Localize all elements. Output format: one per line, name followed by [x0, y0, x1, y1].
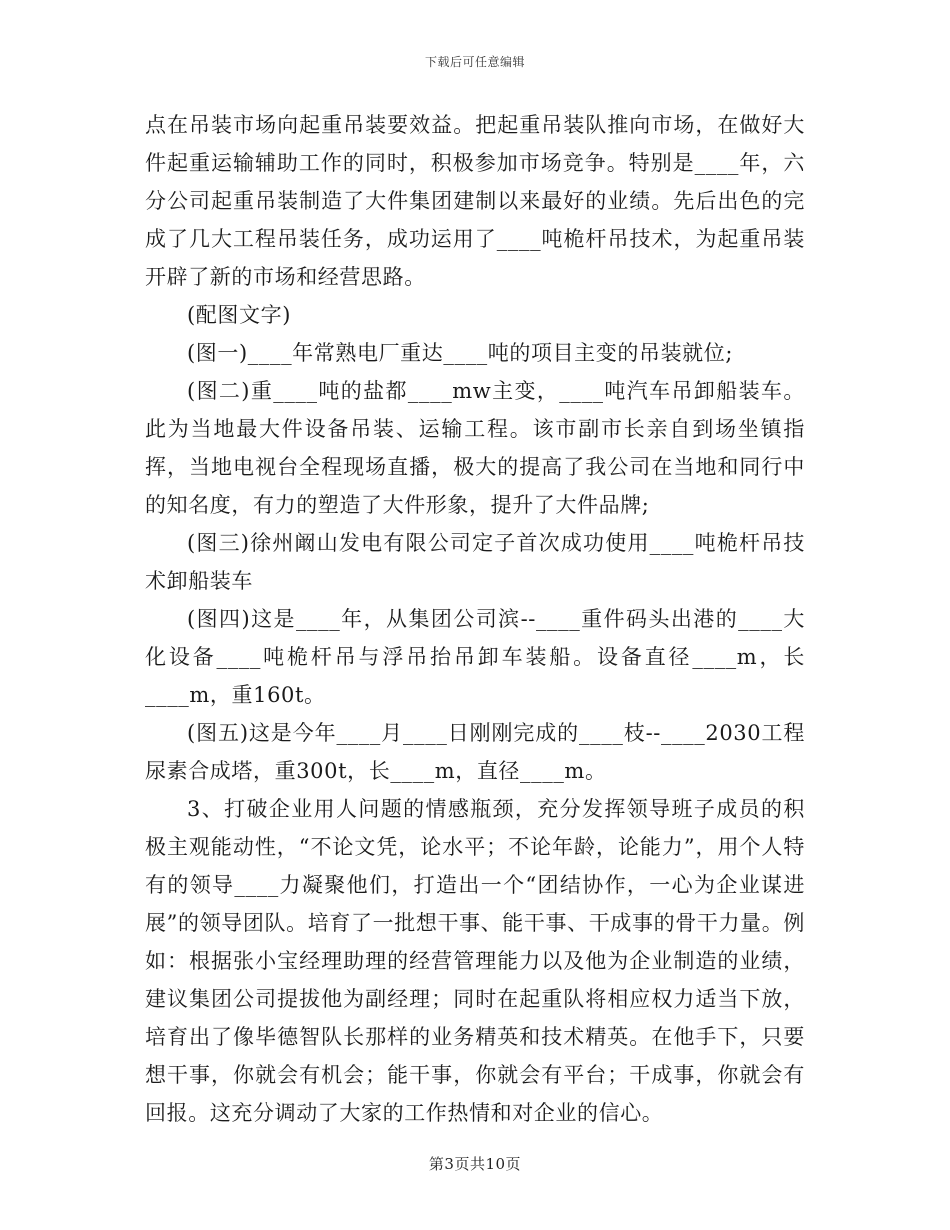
figure-caption-4: (图四)这是____年，从集团公司滨--____重件码头出港的____大化设备____吨桅杆吊与浮吊抬吊卸车装船。设备直径____m，长____m，重160t。 [145, 607, 805, 707]
paragraph-continuation: 点在吊装市场向起重吊装要效益。把起重吊装队推向市场，在做好大件起重运输辅助工作的同时，积极参加市场竞争。特别是____年，六分公司起重吊装制造了大件集团建制以来最好的业绩。先后出色的完成了几大工程吊装任务，成功运用了____吨桅杆吊技术，为起重吊装开辟了新的市场和经营思路。 [145, 113, 805, 289]
document-body [145, 106, 805, 1132]
paragraph-section-3: 3、打破企业用人问题的情感瓶颈，充分发挥领导班子成员的积极主观能动性，“不论文凭，论水平；不论年龄，论能力”，用个人特有的领导____力凝聚他们，打造出一个“团结协作，一心为企业谋进展”的领导团队。培育了一批想干事、能干事、干成事的骨干力量。例如：根据张小宝经理助理的经营管理能力以及他为企业制造的业绩，建议集团公司提拔他为副经理；同时在起重队将相应权力适当下放，培育出了像毕德智队长那样的业务精英和技术精英。在他手下，只要想干事，你就会有机会；能干事，你就会有平台；干成事，你就会有回报。这充分调动了大家的工作热情和对企业的信心。 [145, 797, 805, 1125]
page-footer: 第3页共10页 [428, 1155, 522, 1173]
figure-caption-2: (图二)重____吨的盐都____mw主变，____吨汽车吊卸船装车。此为当地最大件设备吊装、运输工程。该市副市长亲自到场坐镇指挥，当地电视台全程现场直播，极大的提高了我公司在当地和同行中的知名度，有力的塑造了大件形象，提升了大件品牌; [145, 379, 805, 517]
caption-title: (配图文字) [187, 303, 291, 327]
page-header: 下载后可任意编辑 [424, 55, 525, 69]
figure-caption-3: (图三)徐州阚山发电有限公司定子首次成功使用____吨桅杆吊技术卸船装车 [145, 531, 805, 593]
figure-captions [145, 334, 805, 790]
figure-caption-5: (图五)这是今年____月____日刚刚完成的____枝--____2030工程尿素合成塔，重300t，长____m，直径____m。 [145, 721, 805, 783]
figure-caption-1: (图一)____年常熟电厂重达____吨的项目主变的吊装就位; [187, 341, 734, 365]
